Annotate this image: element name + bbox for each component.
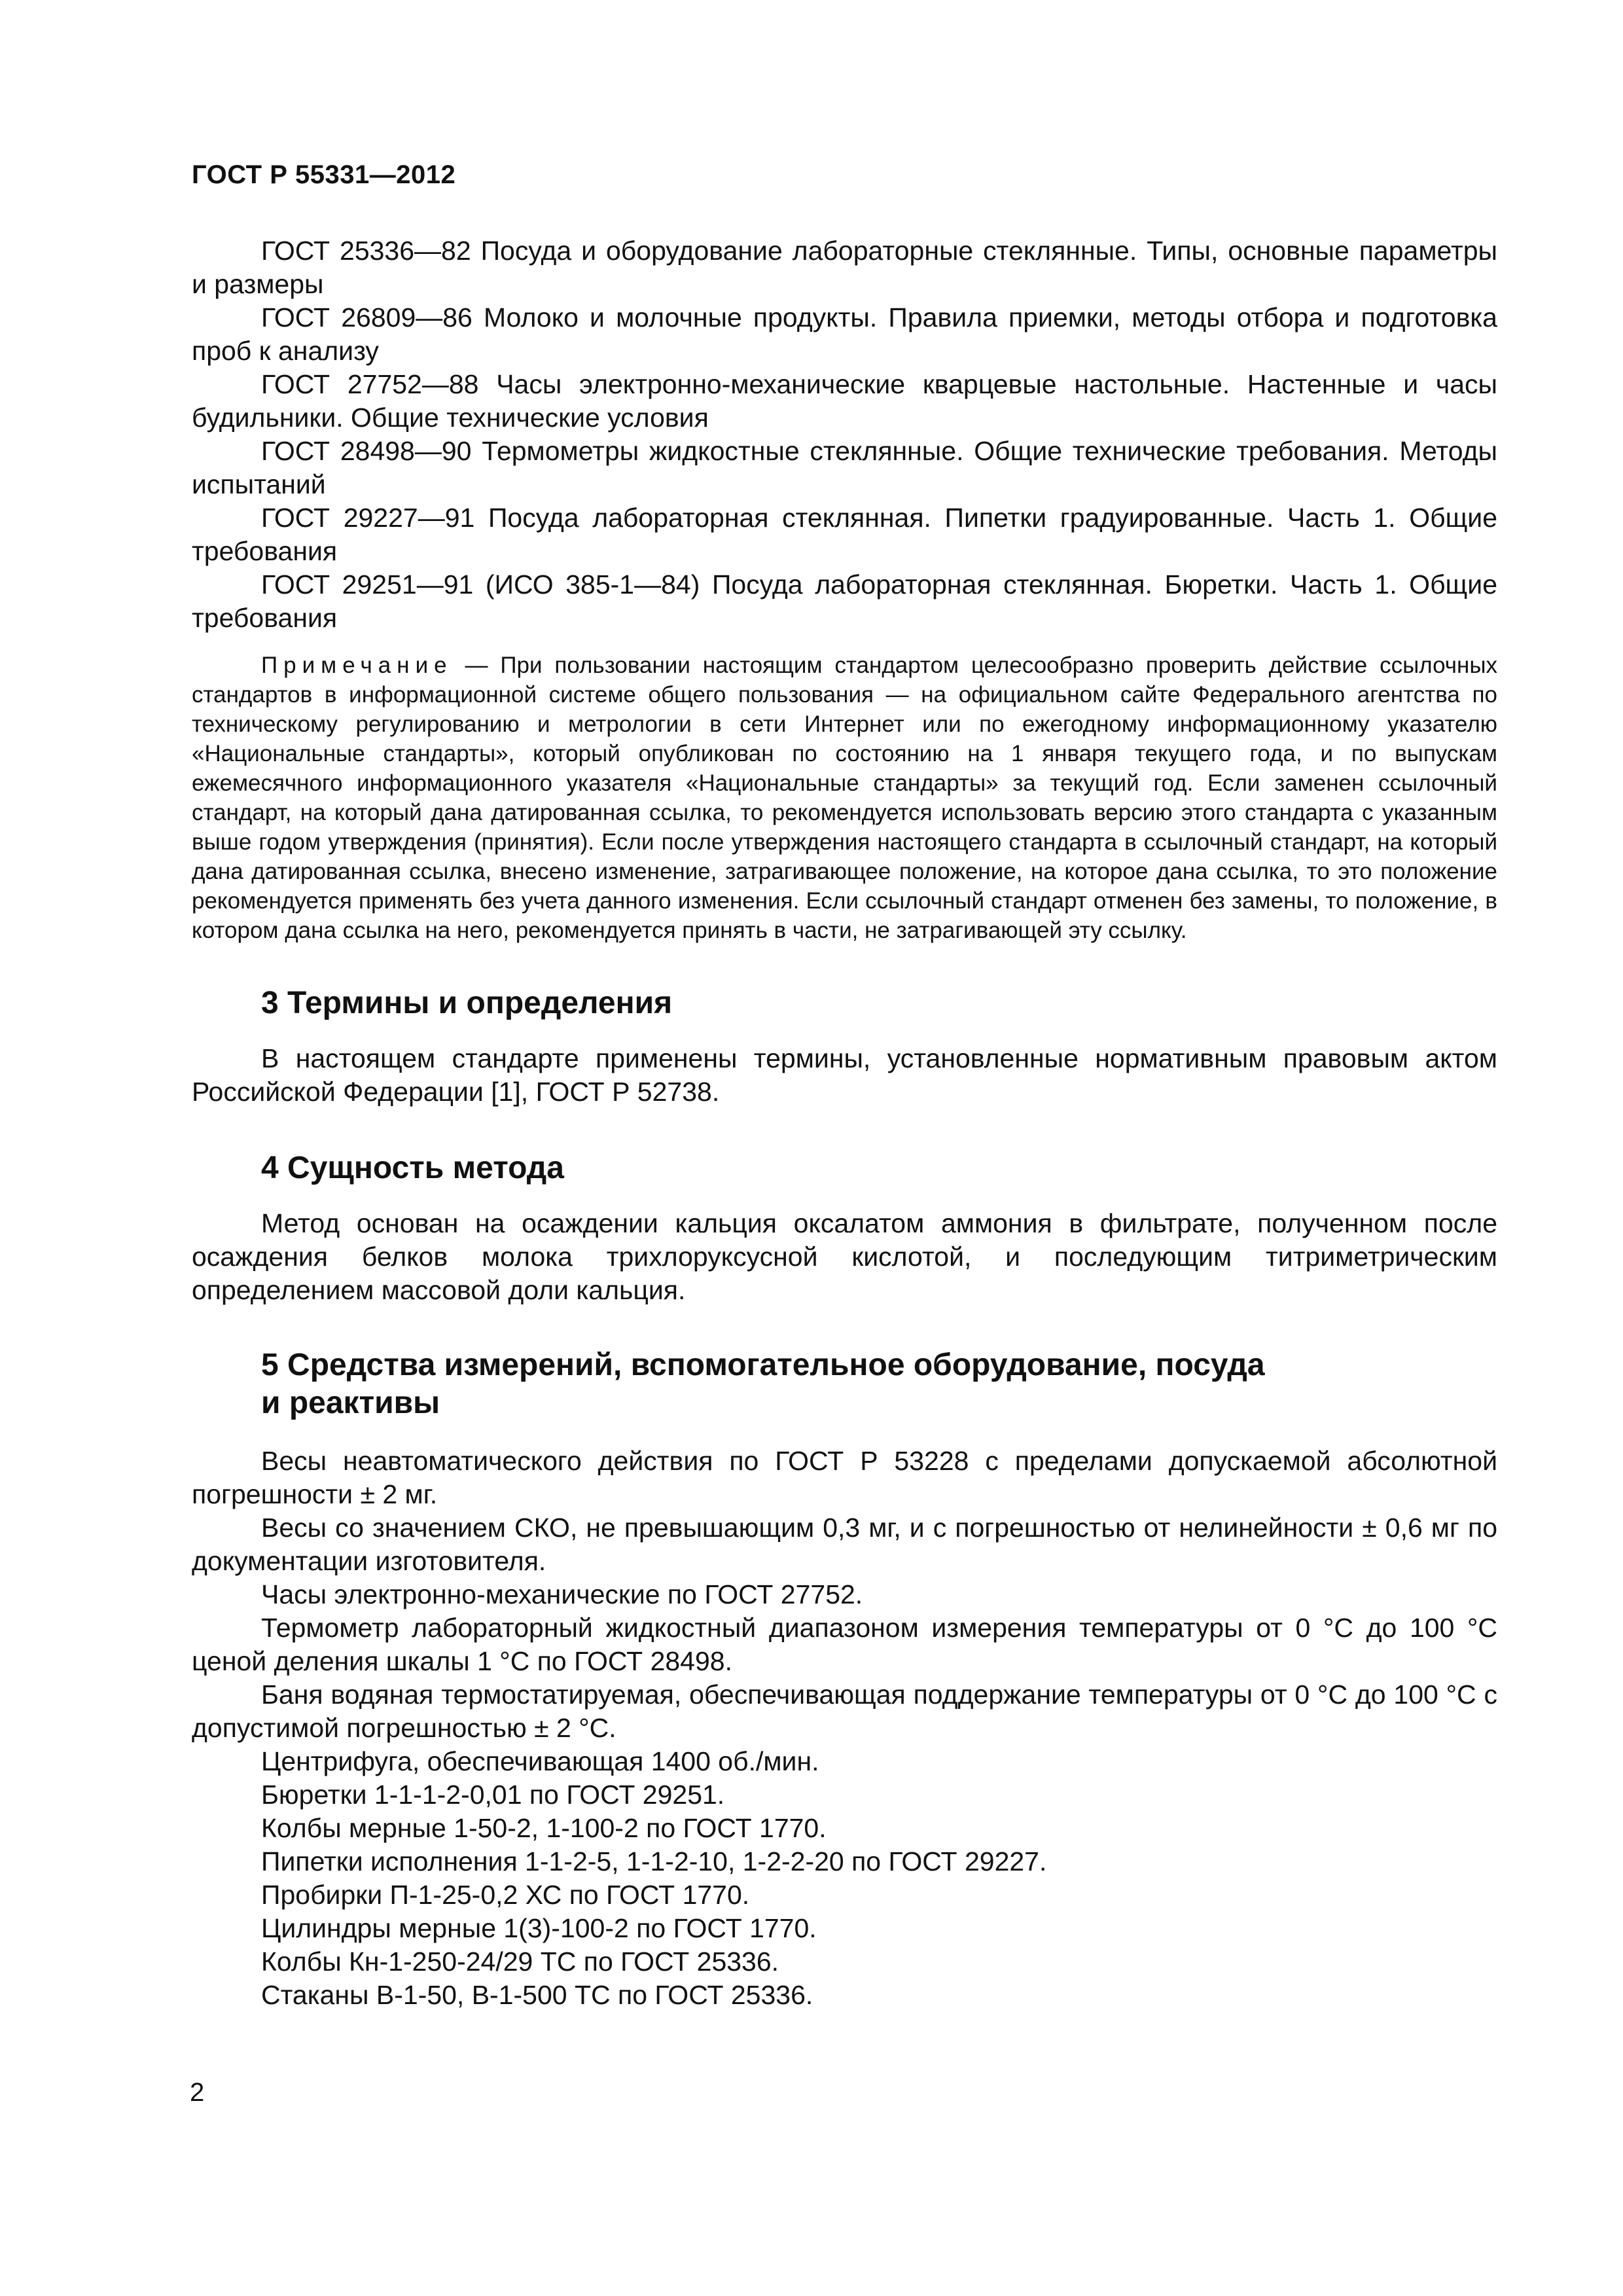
equipment-item: Центрифуга, обеспечивающая 1400 об./мин. xyxy=(261,1746,819,1776)
equipment-item: Колбы Кн-1-250-24/29 ТС по ГОСТ 25336. xyxy=(261,1946,779,1977)
equipment-item: Термометр лабораторный жидкостный диапазоном измерения температуры от 0 °С до 100 °С ценой деления шкалы 1 °С по ГОСТ 28498. xyxy=(192,1613,1497,1676)
section-4-heading: 4 Сущность метода xyxy=(261,1151,564,1185)
equipment-item: Баня водяная термостатируемая, обеспечивающая поддержание температуры от 0 °С до 100 °С с допустимой погрешностью ± 2 °С. xyxy=(192,1679,1497,1743)
section-3-heading: 3 Термины и определения xyxy=(261,986,673,1020)
section-3 xyxy=(192,984,1497,1109)
document-body xyxy=(192,234,1497,2012)
equipment-item: Часы электронно-механические по ГОСТ 27752. xyxy=(261,1579,863,1609)
equipment-item: Цилиндры мерные 1(3)-100-2 по ГОСТ 1770. xyxy=(261,1913,817,1943)
equipment-item: Пробирки П-1-25-0,2 ХС по ГОСТ 1770. xyxy=(261,1880,750,1910)
section-5 xyxy=(192,1346,1497,2012)
reference-item: ГОСТ 28498—90 Термометры жидкостные стеклянные. Общие технические требования. Методы испытаний xyxy=(192,436,1497,499)
document-header: ГОСТ Р 55331—2012 xyxy=(192,160,456,189)
page-number: 2 xyxy=(190,2078,205,2107)
note-label: Примечание xyxy=(261,653,453,678)
equipment-item: Бюретки 1-1-1-2-0,01 по ГОСТ 29251. xyxy=(261,1780,725,1810)
note-paragraph xyxy=(192,651,1497,945)
equipment-item: Пипетки исполнения 1-1-2-5, 1-1-2-10, 1-2-2-20 по ГОСТ 29227. xyxy=(261,1846,1047,1876)
reference-item: ГОСТ 29251—91 (ИСО 385-1—84) Посуда лабораторная стеклянная. Бюретки. Часть 1. Общие требования xyxy=(192,569,1497,633)
equipment-item: Стаканы В-1-50, В-1-500 ТС по ГОСТ 25336. xyxy=(261,1980,813,2010)
equipment-item: Колбы мерные 1-50-2, 1-100-2 по ГОСТ 1770. xyxy=(261,1813,827,1843)
reference-item: ГОСТ 26809—86 Молоко и молочные продукты. Правила приемки, методы отбора и подготовка проб к анализу xyxy=(192,302,1497,366)
reference-item: ГОСТ 25336—82 Посуда и оборудование лабораторные стеклянные. Типы, основные параметры и размеры xyxy=(192,236,1497,299)
equipment-list xyxy=(192,1444,1497,2012)
section-3-text: В настоящем стандарте применены термины, установленные нормативным правовым актом Российской Федерации [1], ГОСТ Р 52738. xyxy=(192,1043,1497,1107)
reference-item: ГОСТ 29227—91 Посуда лабораторная стеклянная. Пипетки градуированные. Часть 1. Общие требования xyxy=(192,503,1497,566)
section-5-heading xyxy=(192,1346,1497,1422)
section-4 xyxy=(192,1149,1497,1307)
section-5-heading-line-2: и реактивы xyxy=(261,1386,440,1420)
equipment-item: Весы неавтоматического действия по ГОСТ Р 53228 с пределами допускаемой абсолютной погрешности ± 2 мг. xyxy=(192,1446,1497,1509)
normative-references-list xyxy=(192,234,1497,635)
note-text: — При пользовании настоящим стандартом целесообразно проверить действие ссылочных стандартов в информационной системе общего пользования — на официальном сайте Федерального агентства по техническому регулированию и метрологии в сети Интернет или по ежегодному информационному указателю «Национальные стандарты», который опубликован по состоянию на 1 января текущего года, и по выпускам ежемесячного информационного указателя «Национальные стандарты» за текущий год. Если заменен ссылочный стандарт, на который дана датированная ссылка, то рекомендуется использовать версию этого стандарта с указанным выше годом утверждения (принятия). Если после утверждения настоящего стандарта в ссылочный стандарт, на который дана датированная ссылка, внесено изменение, затрагивающее положение, на которое дана ссылка, то это положение рекомендуется применять без учета данного изменения. Если ссылочный стандарт отменен без замены, то положение, в котором дана ссылка на него, рекомендуется принять в части, не затрагивающей эту ссылку. xyxy=(192,653,1497,943)
section-5-heading-line-1: 5 Средства измерений, вспомогательное оборудование, посуда xyxy=(261,1348,1265,1382)
reference-item: ГОСТ 27752—88 Часы электронно-механические кварцевые настольные. Настенные и часы будильники. Общие технические условия xyxy=(192,369,1497,433)
section-4-text: Метод основан на осаждении кальция оксалатом аммония в фильтрате, полученном после осаждения белков молока трихлоруксусной кислотой, и последующим титриметрическим определением массовой доли кальция. xyxy=(192,1208,1497,1305)
equipment-item: Весы со значением СКО, не превышающим 0,3 мг, и с погрешностью от нелинейности ± 0,6 мг по документации изготовителя. xyxy=(192,1513,1497,1576)
